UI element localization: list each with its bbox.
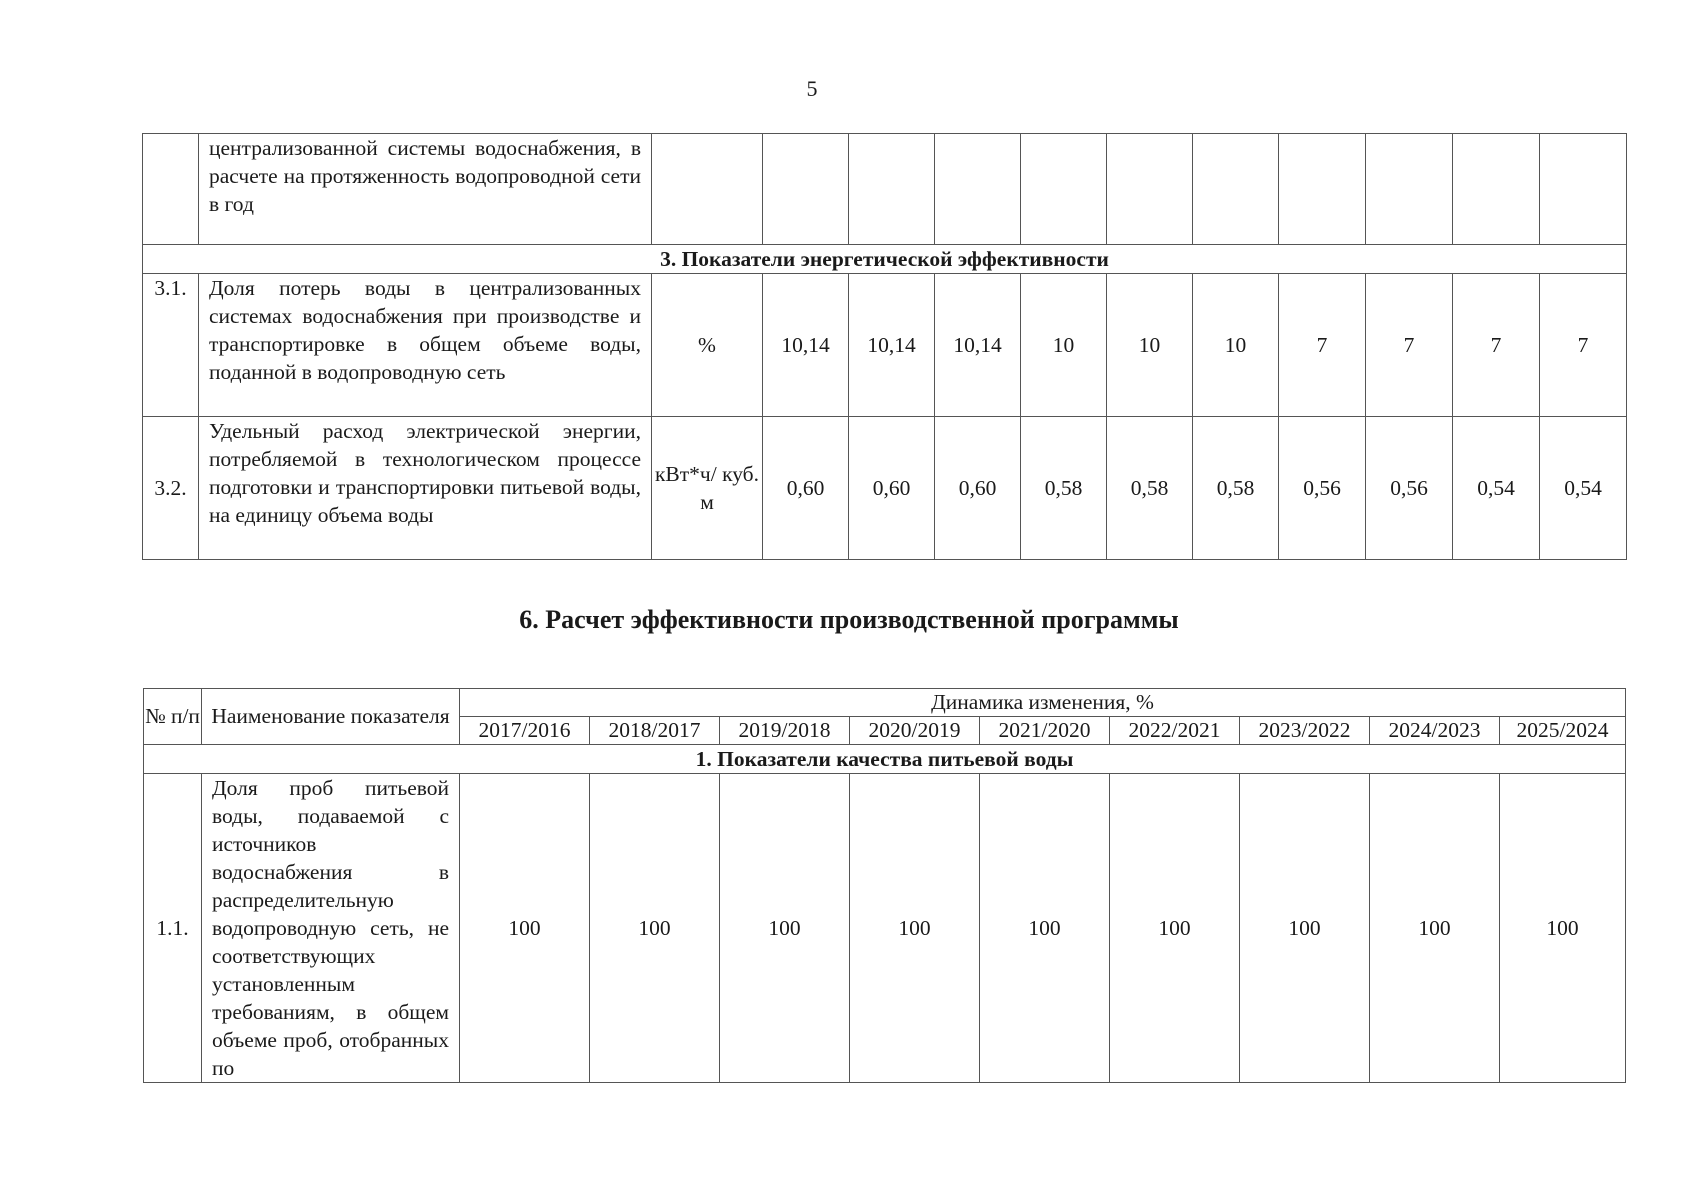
period-header: 2024/2023 [1370,717,1500,745]
value-cell [1453,134,1540,245]
value-cell: 100 [1240,774,1370,1083]
section-row [144,745,1626,774]
value-cell [1279,134,1366,245]
value-cell: 10,14 [763,274,849,417]
indicator-description: Доля потерь воды в централизованных системах водоснабжения при производстве и транспортировке в общем объеме воды, поданной в водопроводную сеть [199,274,652,417]
value-cell: 0,54 [1540,417,1627,560]
value-cell [935,134,1021,245]
value-cell: 0,58 [1021,417,1107,560]
value-cell: 100 [1110,774,1240,1083]
period-header: 2019/2018 [720,717,850,745]
continuation-row [143,134,1627,245]
column-header-name: Наименование показателя [202,689,460,745]
value-cell: 100 [720,774,850,1083]
value-cell: 0,60 [935,417,1021,560]
value-cell [1193,134,1279,245]
value-cell: 10 [1021,274,1107,417]
value-cell: 7 [1366,274,1453,417]
period-header: 2017/2016 [460,717,590,745]
unit-cell: % [652,274,763,417]
section-6-heading: 6. Расчет эффективности производственной программы [519,605,1179,634]
value-cell: 0,60 [849,417,935,560]
value-cell: 7 [1453,274,1540,417]
value-cell: 7 [1540,274,1627,417]
value-cell [1366,134,1453,245]
program-efficiency-table [143,688,1626,1083]
period-header: 2018/2017 [590,717,720,745]
value-cell [1021,134,1107,245]
row-number: 3.1. [143,274,199,417]
unit-cell [652,134,763,245]
value-cell: 100 [460,774,590,1083]
table-row [143,417,1627,560]
value-cell: 10 [1107,274,1193,417]
indicator-description: централизованной системы водоснабжения, в расчете на протяженность водопроводной сети в год [199,134,652,245]
column-header-dynamics: Динамика изменения, % [460,689,1626,717]
value-cell: 100 [980,774,1110,1083]
row-number: 3.2. [143,417,199,560]
value-cell [1107,134,1193,245]
value-cell: 100 [1500,774,1626,1083]
value-cell: 100 [1370,774,1500,1083]
period-header: 2023/2022 [1240,717,1370,745]
page-number: 5 [806,76,818,101]
indicator-description: Доля проб питьевой воды, подаваемой с источников водоснабжения в распределительную водопроводную сеть, не соответствующих установленным требованиям, в общем объеме проб, отобранных по [202,774,460,1083]
value-cell: 100 [590,774,720,1083]
column-header-number: № п/п [144,689,202,745]
indicator-description: Удельный расход электрической энергии, потребляемой в технологическом процессе подготовки и транспортировки питьевой воды, на единицу объема воды [199,417,652,560]
row-number: 1.1. [144,774,202,1083]
energy-efficiency-table [142,133,1627,560]
section-title: 3. Показатели энергетической эффективности [143,245,1627,274]
table-row [143,274,1627,417]
value-cell: 10 [1193,274,1279,417]
value-cell: 0,58 [1107,417,1193,560]
value-cell [1540,134,1627,245]
period-header: 2021/2020 [980,717,1110,745]
period-header: 2020/2019 [850,717,980,745]
value-cell: 10,14 [849,274,935,417]
table-row [144,774,1626,1083]
value-cell [763,134,849,245]
period-header: 2022/2021 [1110,717,1240,745]
value-cell: 0,60 [763,417,849,560]
header-row [144,689,1626,717]
value-cell: 0,58 [1193,417,1279,560]
value-cell: 7 [1279,274,1366,417]
period-header: 2025/2024 [1500,717,1626,745]
section-title: 1. Показатели качества питьевой воды [144,745,1626,774]
value-cell: 0,56 [1279,417,1366,560]
unit-cell: кВт*ч/ куб. м [652,417,763,560]
value-cell: 10,14 [935,274,1021,417]
section-row [143,245,1627,274]
value-cell: 0,56 [1366,417,1453,560]
value-cell: 100 [850,774,980,1083]
row-number [143,134,199,245]
value-cell: 0,54 [1453,417,1540,560]
value-cell [849,134,935,245]
